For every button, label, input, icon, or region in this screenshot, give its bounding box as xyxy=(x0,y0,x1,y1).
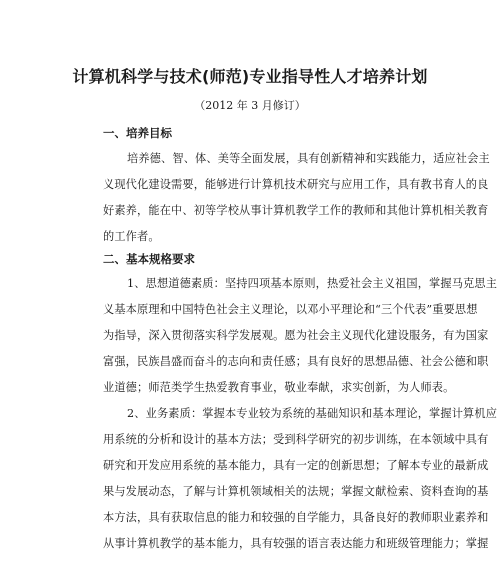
paragraph-goals xyxy=(103,146,490,250)
paragraph-line: 1、思想道德素质：坚持四项基本原则，热爱社会主义祖国，掌握马克思主 xyxy=(127,277,498,290)
section-heading-goals: 一、培养目标 xyxy=(103,126,172,140)
paragraph-line: 义现代化建设需要，能够进行计算机技术研究与应用工作，具有教书育人的良 xyxy=(103,178,489,191)
paragraph-line: 从事计算机教学的基本能力，具有较强的语言表达能力和班级管理能力；掌握 xyxy=(103,537,489,550)
paragraph-line: 为指导，深入贯彻落实科学发展观。愿为社会主义现代化建设服务，有为国家 xyxy=(103,329,489,342)
paragraph-line: 的工作者。 xyxy=(103,230,160,243)
document-title: 计算机科学与技术(师范)专业指导性人才培养计划 xyxy=(72,67,428,86)
revision-date: （2012 年 3 月修订） xyxy=(194,99,306,112)
section-heading-requirements: 二、基本规格要求 xyxy=(103,252,195,266)
paragraph-line: 果与发展动态，了解与计算机领域相关的法规；掌握文献检索、资料查询的基 xyxy=(103,485,489,498)
paragraph-professional-quality xyxy=(103,401,498,557)
paragraph-line: 富强，民族昌盛而奋斗的志向和责任感；具有良好的思想品德、社会公德和职 xyxy=(103,355,489,368)
paragraph-line: 好素养，能在中、初等学校从事计算机教学工作的教师和其他计算机相关教育 xyxy=(103,204,489,217)
paragraph-line: 2、业务素质：掌握本专业较为系统的基础知识和基本理论，掌握计算机应 xyxy=(127,407,498,420)
paragraph-moral-quality xyxy=(103,271,498,401)
paragraph-line: 培养德、智、体、美等全面发展，具有创新精神和实践能力，适应社会主 xyxy=(127,152,490,165)
paragraph-line: 用系统的分析和设计的基本方法；受到科学研究的初步训练，在本领域中具有 xyxy=(103,433,489,446)
paragraph-line: 业道德；师范类学生热爱教育事业，敬业奉献，求实创新，为人师表。 xyxy=(103,381,455,394)
paragraph-line: 义基本原理和中国特色社会主义理论，以邓小平理论和“三个代表”重要思想 xyxy=(103,303,478,316)
paragraph-line: 本方法，具有获取信息的能力和较强的自学能力，具备良好的教师职业素养和 xyxy=(103,511,489,524)
paragraph-line: 研究和开发应用系统的基本能力，具有一定的创新思想；了解本专业的最新成 xyxy=(103,459,489,472)
